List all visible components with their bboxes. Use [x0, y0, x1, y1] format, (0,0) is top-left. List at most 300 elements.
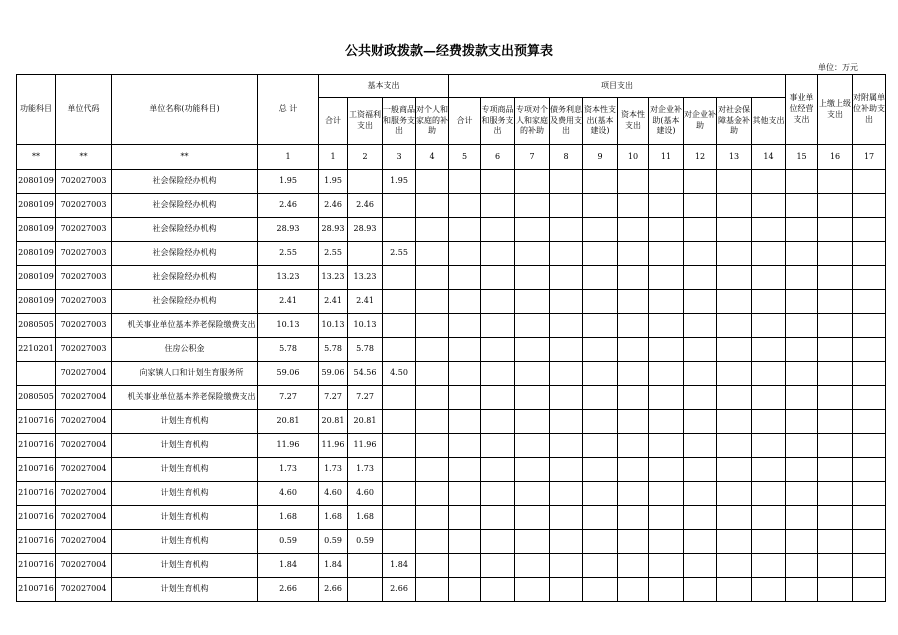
cell-salary — [348, 170, 383, 194]
cell-func-subject: 2080505 — [17, 314, 56, 338]
cell-empty — [618, 338, 649, 362]
cell-empty — [515, 434, 550, 458]
cell-empty — [649, 218, 684, 242]
cell-empty — [717, 434, 752, 458]
cell-empty — [853, 530, 886, 554]
cell-unit-name: 计划生育机构 — [112, 482, 258, 506]
cell-empty — [416, 242, 449, 266]
cell-empty — [481, 554, 515, 578]
header-basic-col: 工资福利支出 — [348, 98, 383, 145]
cell-goods-services: 2.55 — [383, 242, 416, 266]
marker-cell: 4 — [416, 145, 449, 170]
cell-unit-name: 住房公积金 — [112, 338, 258, 362]
cell-unit-code: 702027003 — [56, 338, 112, 362]
cell-empty — [481, 242, 515, 266]
cell-empty — [786, 506, 818, 530]
cell-empty — [853, 578, 886, 602]
cell-total: 59.06 — [258, 362, 319, 386]
cell-empty — [752, 506, 786, 530]
cell-empty — [583, 578, 618, 602]
cell-total: 2.41 — [258, 290, 319, 314]
cell-empty — [853, 434, 886, 458]
cell-empty — [684, 242, 717, 266]
cell-empty — [583, 410, 618, 434]
cell-salary: 2.46 — [348, 194, 383, 218]
header-project-col: 对社会保障基金补助 — [717, 98, 752, 145]
cell-empty — [550, 410, 583, 434]
cell-total: 13.23 — [258, 266, 319, 290]
table-row — [17, 578, 886, 602]
cell-empty — [752, 290, 786, 314]
table-row — [17, 386, 886, 410]
cell-total: 28.93 — [258, 218, 319, 242]
cell-goods-services — [383, 314, 416, 338]
cell-goods-services — [383, 506, 416, 530]
cell-unit-code: 702027003 — [56, 314, 112, 338]
cell-empty — [684, 482, 717, 506]
cell-empty — [583, 554, 618, 578]
marker-cell: 16 — [818, 145, 853, 170]
cell-basic-total: 2.46 — [319, 194, 348, 218]
marker-cell: 3 — [383, 145, 416, 170]
cell-empty — [684, 194, 717, 218]
cell-empty — [550, 458, 583, 482]
cell-func-subject: 2100716 — [17, 434, 56, 458]
cell-salary: 1.68 — [348, 506, 383, 530]
header-subsidy-subordinate: 对附属单位补助支出 — [853, 75, 886, 145]
cell-empty — [583, 458, 618, 482]
cell-empty — [481, 338, 515, 362]
header-project-group: 项目支出 — [449, 75, 786, 98]
cell-empty — [583, 242, 618, 266]
cell-empty — [481, 410, 515, 434]
cell-empty — [515, 362, 550, 386]
cell-empty — [416, 362, 449, 386]
cell-empty — [752, 482, 786, 506]
cell-total: 1.73 — [258, 458, 319, 482]
cell-empty — [550, 170, 583, 194]
cell-empty — [583, 218, 618, 242]
cell-func-subject: 2080505 — [17, 386, 56, 410]
cell-empty — [818, 242, 853, 266]
cell-empty — [515, 410, 550, 434]
cell-goods-services: 1.84 — [383, 554, 416, 578]
cell-empty — [618, 434, 649, 458]
cell-empty — [853, 386, 886, 410]
unit-label: 单位：万元 — [818, 63, 858, 72]
cell-empty — [684, 554, 717, 578]
cell-empty — [515, 482, 550, 506]
cell-empty — [618, 458, 649, 482]
header-project-col: 资本性支出 — [618, 98, 649, 145]
cell-empty — [853, 482, 886, 506]
cell-empty — [717, 218, 752, 242]
cell-empty — [449, 266, 481, 290]
cell-unit-code: 702027003 — [56, 242, 112, 266]
cell-empty — [786, 578, 818, 602]
cell-empty — [786, 218, 818, 242]
cell-unit-code: 702027003 — [56, 266, 112, 290]
cell-empty — [786, 194, 818, 218]
cell-empty — [515, 338, 550, 362]
cell-total: 11.96 — [258, 434, 319, 458]
cell-empty — [818, 194, 853, 218]
header-project-col: 其他支出 — [752, 98, 786, 145]
cell-empty — [752, 458, 786, 482]
cell-empty — [684, 458, 717, 482]
cell-empty — [752, 266, 786, 290]
cell-goods-services: 4.50 — [383, 362, 416, 386]
cell-empty — [481, 290, 515, 314]
cell-goods-services — [383, 290, 416, 314]
cell-func-subject: 2080109 — [17, 266, 56, 290]
cell-total: 2.46 — [258, 194, 319, 218]
header-func-subject: 功能科目 — [17, 75, 56, 145]
cell-empty — [515, 554, 550, 578]
cell-salary — [348, 578, 383, 602]
cell-func-subject: 2100716 — [17, 506, 56, 530]
cell-empty — [618, 506, 649, 530]
cell-empty — [786, 290, 818, 314]
cell-empty — [583, 170, 618, 194]
cell-empty — [717, 506, 752, 530]
cell-empty — [752, 170, 786, 194]
cell-empty — [618, 530, 649, 554]
cell-unit-name: 计划生育机构 — [112, 578, 258, 602]
cell-unit-name: 社会保险经办机构 — [112, 290, 258, 314]
cell-empty — [481, 434, 515, 458]
marker-cell: 9 — [583, 145, 618, 170]
cell-total: 1.84 — [258, 554, 319, 578]
cell-basic-total: 2.41 — [319, 290, 348, 314]
cell-empty — [786, 266, 818, 290]
cell-empty — [786, 242, 818, 266]
cell-salary: 28.93 — [348, 218, 383, 242]
cell-empty — [717, 554, 752, 578]
cell-empty — [649, 362, 684, 386]
cell-basic-total: 0.59 — [319, 530, 348, 554]
cell-empty — [684, 410, 717, 434]
cell-empty — [618, 554, 649, 578]
cell-empty — [786, 458, 818, 482]
cell-empty — [583, 266, 618, 290]
cell-empty — [684, 314, 717, 338]
cell-empty — [481, 314, 515, 338]
cell-empty — [786, 314, 818, 338]
cell-empty — [818, 410, 853, 434]
cell-empty — [818, 578, 853, 602]
cell-unit-name: 社会保险经办机构 — [112, 170, 258, 194]
cell-empty — [481, 386, 515, 410]
cell-empty — [550, 194, 583, 218]
cell-empty — [550, 338, 583, 362]
header-project-col: 对企业补助(基本建设) — [649, 98, 684, 145]
cell-basic-total: 1.68 — [319, 506, 348, 530]
cell-empty — [550, 362, 583, 386]
header-project-col: 资本性支出(基本建设) — [583, 98, 618, 145]
cell-empty — [752, 314, 786, 338]
cell-func-subject: 2100716 — [17, 578, 56, 602]
cell-empty — [416, 554, 449, 578]
header-basic-col: 一般商品和服务支出 — [383, 98, 416, 145]
cell-unit-name: 计划生育机构 — [112, 530, 258, 554]
cell-empty — [416, 506, 449, 530]
cell-empty — [550, 530, 583, 554]
cell-salary — [348, 242, 383, 266]
cell-salary: 20.81 — [348, 410, 383, 434]
cell-empty — [818, 386, 853, 410]
cell-unit-name: 向家镇人口和计划生育服务所 — [112, 362, 258, 386]
cell-salary: 2.41 — [348, 290, 383, 314]
cell-empty — [684, 266, 717, 290]
cell-unit-code: 702027004 — [56, 410, 112, 434]
cell-unit-name: 社会保险经办机构 — [112, 218, 258, 242]
cell-salary: 7.27 — [348, 386, 383, 410]
cell-empty — [752, 578, 786, 602]
cell-empty — [618, 410, 649, 434]
marker-cell: 14 — [752, 145, 786, 170]
cell-empty — [717, 290, 752, 314]
table-row — [17, 554, 886, 578]
cell-func-subject — [17, 362, 56, 386]
cell-empty — [481, 506, 515, 530]
header-project-col: 专项对个人和家庭的补助 — [515, 98, 550, 145]
cell-empty — [786, 362, 818, 386]
cell-salary: 11.96 — [348, 434, 383, 458]
cell-empty — [515, 170, 550, 194]
cell-empty — [649, 290, 684, 314]
cell-empty — [717, 242, 752, 266]
cell-empty — [752, 530, 786, 554]
cell-func-subject: 2100716 — [17, 530, 56, 554]
cell-basic-total: 13.23 — [319, 266, 348, 290]
cell-empty — [853, 410, 886, 434]
cell-empty — [416, 482, 449, 506]
cell-empty — [717, 530, 752, 554]
cell-empty — [786, 170, 818, 194]
cell-basic-total: 2.66 — [319, 578, 348, 602]
cell-empty — [618, 194, 649, 218]
table-row — [17, 410, 886, 434]
cell-empty — [818, 482, 853, 506]
cell-empty — [416, 458, 449, 482]
cell-empty — [752, 362, 786, 386]
table-row — [17, 170, 886, 194]
cell-unit-code: 702027004 — [56, 362, 112, 386]
header-basic-col: 合计 — [319, 98, 348, 145]
cell-empty — [618, 290, 649, 314]
cell-basic-total: 20.81 — [319, 410, 348, 434]
cell-empty — [853, 314, 886, 338]
cell-goods-services — [383, 218, 416, 242]
table-row — [17, 458, 886, 482]
cell-empty — [853, 362, 886, 386]
cell-empty — [717, 362, 752, 386]
cell-empty — [416, 218, 449, 242]
cell-empty — [649, 410, 684, 434]
cell-empty — [550, 386, 583, 410]
cell-basic-total: 1.95 — [319, 170, 348, 194]
cell-empty — [618, 362, 649, 386]
cell-empty — [649, 194, 684, 218]
cell-basic-total: 7.27 — [319, 386, 348, 410]
cell-empty — [449, 290, 481, 314]
cell-empty — [717, 578, 752, 602]
cell-unit-name: 计划生育机构 — [112, 458, 258, 482]
cell-unit-name: 社会保险经办机构 — [112, 242, 258, 266]
cell-empty — [550, 578, 583, 602]
cell-empty — [550, 482, 583, 506]
cell-empty — [515, 530, 550, 554]
cell-func-subject: 2100716 — [17, 482, 56, 506]
cell-empty — [515, 578, 550, 602]
cell-empty — [684, 434, 717, 458]
cell-empty — [684, 386, 717, 410]
table-row — [17, 338, 886, 362]
cell-empty — [649, 170, 684, 194]
cell-empty — [649, 266, 684, 290]
cell-empty — [649, 530, 684, 554]
cell-empty — [416, 434, 449, 458]
cell-unit-code: 702027004 — [56, 482, 112, 506]
cell-empty — [515, 242, 550, 266]
marker-row — [17, 145, 886, 170]
cell-empty — [786, 530, 818, 554]
cell-salary — [348, 554, 383, 578]
cell-empty — [583, 482, 618, 506]
cell-empty — [684, 290, 717, 314]
cell-empty — [481, 194, 515, 218]
cell-empty — [649, 338, 684, 362]
cell-func-subject: 2100716 — [17, 410, 56, 434]
cell-empty — [515, 218, 550, 242]
cell-empty — [416, 170, 449, 194]
cell-empty — [853, 506, 886, 530]
cell-empty — [818, 266, 853, 290]
cell-empty — [684, 530, 717, 554]
marker-cell: 7 — [515, 145, 550, 170]
header-basic-col: 对个人和家庭的补助 — [416, 98, 449, 145]
cell-goods-services — [383, 386, 416, 410]
cell-salary: 5.78 — [348, 338, 383, 362]
cell-empty — [818, 458, 853, 482]
header-project-col: 对企业补助 — [684, 98, 717, 145]
cell-empty — [818, 554, 853, 578]
cell-empty — [515, 266, 550, 290]
cell-empty — [583, 314, 618, 338]
cell-total: 1.95 — [258, 170, 319, 194]
cell-total: 4.60 — [258, 482, 319, 506]
cell-empty — [649, 506, 684, 530]
table-row — [17, 194, 886, 218]
header-biz-operating: 事业单位经营支出 — [786, 75, 818, 145]
cell-empty — [449, 578, 481, 602]
marker-cell: 5 — [449, 145, 481, 170]
cell-func-subject: 2210201 — [17, 338, 56, 362]
cell-func-subject: 2100716 — [17, 554, 56, 578]
cell-empty — [752, 434, 786, 458]
cell-empty — [818, 338, 853, 362]
cell-func-subject: 2080109 — [17, 194, 56, 218]
header-upper-turnover: 上缴上级支出 — [818, 75, 853, 145]
table-row — [17, 482, 886, 506]
marker-cell: 1 — [319, 145, 348, 170]
cell-empty — [449, 242, 481, 266]
cell-empty — [416, 290, 449, 314]
cell-unit-name: 计划生育机构 — [112, 410, 258, 434]
cell-empty — [853, 170, 886, 194]
cell-unit-code: 702027003 — [56, 218, 112, 242]
cell-unit-code: 702027004 — [56, 434, 112, 458]
cell-total: 5.78 — [258, 338, 319, 362]
table-row — [17, 266, 886, 290]
cell-empty — [481, 170, 515, 194]
cell-empty — [481, 482, 515, 506]
cell-empty — [481, 362, 515, 386]
cell-unit-name: 机关事业单位基本养老保险缴费支出 — [112, 314, 258, 338]
cell-empty — [618, 482, 649, 506]
cell-empty — [583, 506, 618, 530]
cell-empty — [752, 194, 786, 218]
cell-empty — [416, 338, 449, 362]
header-project-col: 债务利息及费用支出 — [550, 98, 583, 145]
cell-empty — [550, 554, 583, 578]
page-title: 公共财政拨款—经费拨款支出预算表 — [344, 44, 553, 59]
table-row — [17, 506, 886, 530]
cell-empty — [717, 338, 752, 362]
cell-empty — [786, 386, 818, 410]
cell-empty — [717, 314, 752, 338]
cell-empty — [649, 242, 684, 266]
cell-basic-total: 10.13 — [319, 314, 348, 338]
cell-func-subject: 2080109 — [17, 242, 56, 266]
cell-empty — [786, 410, 818, 434]
cell-empty — [649, 554, 684, 578]
cell-basic-total: 11.96 — [319, 434, 348, 458]
cell-empty — [449, 410, 481, 434]
cell-unit-code: 702027004 — [56, 578, 112, 602]
cell-empty — [618, 170, 649, 194]
marker-cell: 10 — [618, 145, 649, 170]
table-row — [17, 362, 886, 386]
cell-empty — [449, 194, 481, 218]
cell-unit-code: 702027004 — [56, 386, 112, 410]
cell-empty — [416, 194, 449, 218]
cell-empty — [752, 242, 786, 266]
cell-unit-code: 702027004 — [56, 506, 112, 530]
cell-unit-code: 702027004 — [56, 530, 112, 554]
cell-empty — [684, 338, 717, 362]
cell-goods-services — [383, 266, 416, 290]
cell-empty — [717, 458, 752, 482]
cell-empty — [449, 530, 481, 554]
cell-empty — [515, 458, 550, 482]
cell-goods-services — [383, 482, 416, 506]
cell-empty — [786, 338, 818, 362]
cell-empty — [449, 314, 481, 338]
table-row — [17, 314, 886, 338]
cell-empty — [583, 434, 618, 458]
cell-empty — [583, 362, 618, 386]
table-row — [17, 290, 886, 314]
header-basic-group: 基本支出 — [319, 75, 449, 98]
marker-cell: 8 — [550, 145, 583, 170]
cell-empty — [717, 194, 752, 218]
table-row — [17, 434, 886, 458]
marker-cell: ** — [17, 145, 56, 170]
cell-unit-name: 社会保险经办机构 — [112, 194, 258, 218]
cell-empty — [818, 434, 853, 458]
